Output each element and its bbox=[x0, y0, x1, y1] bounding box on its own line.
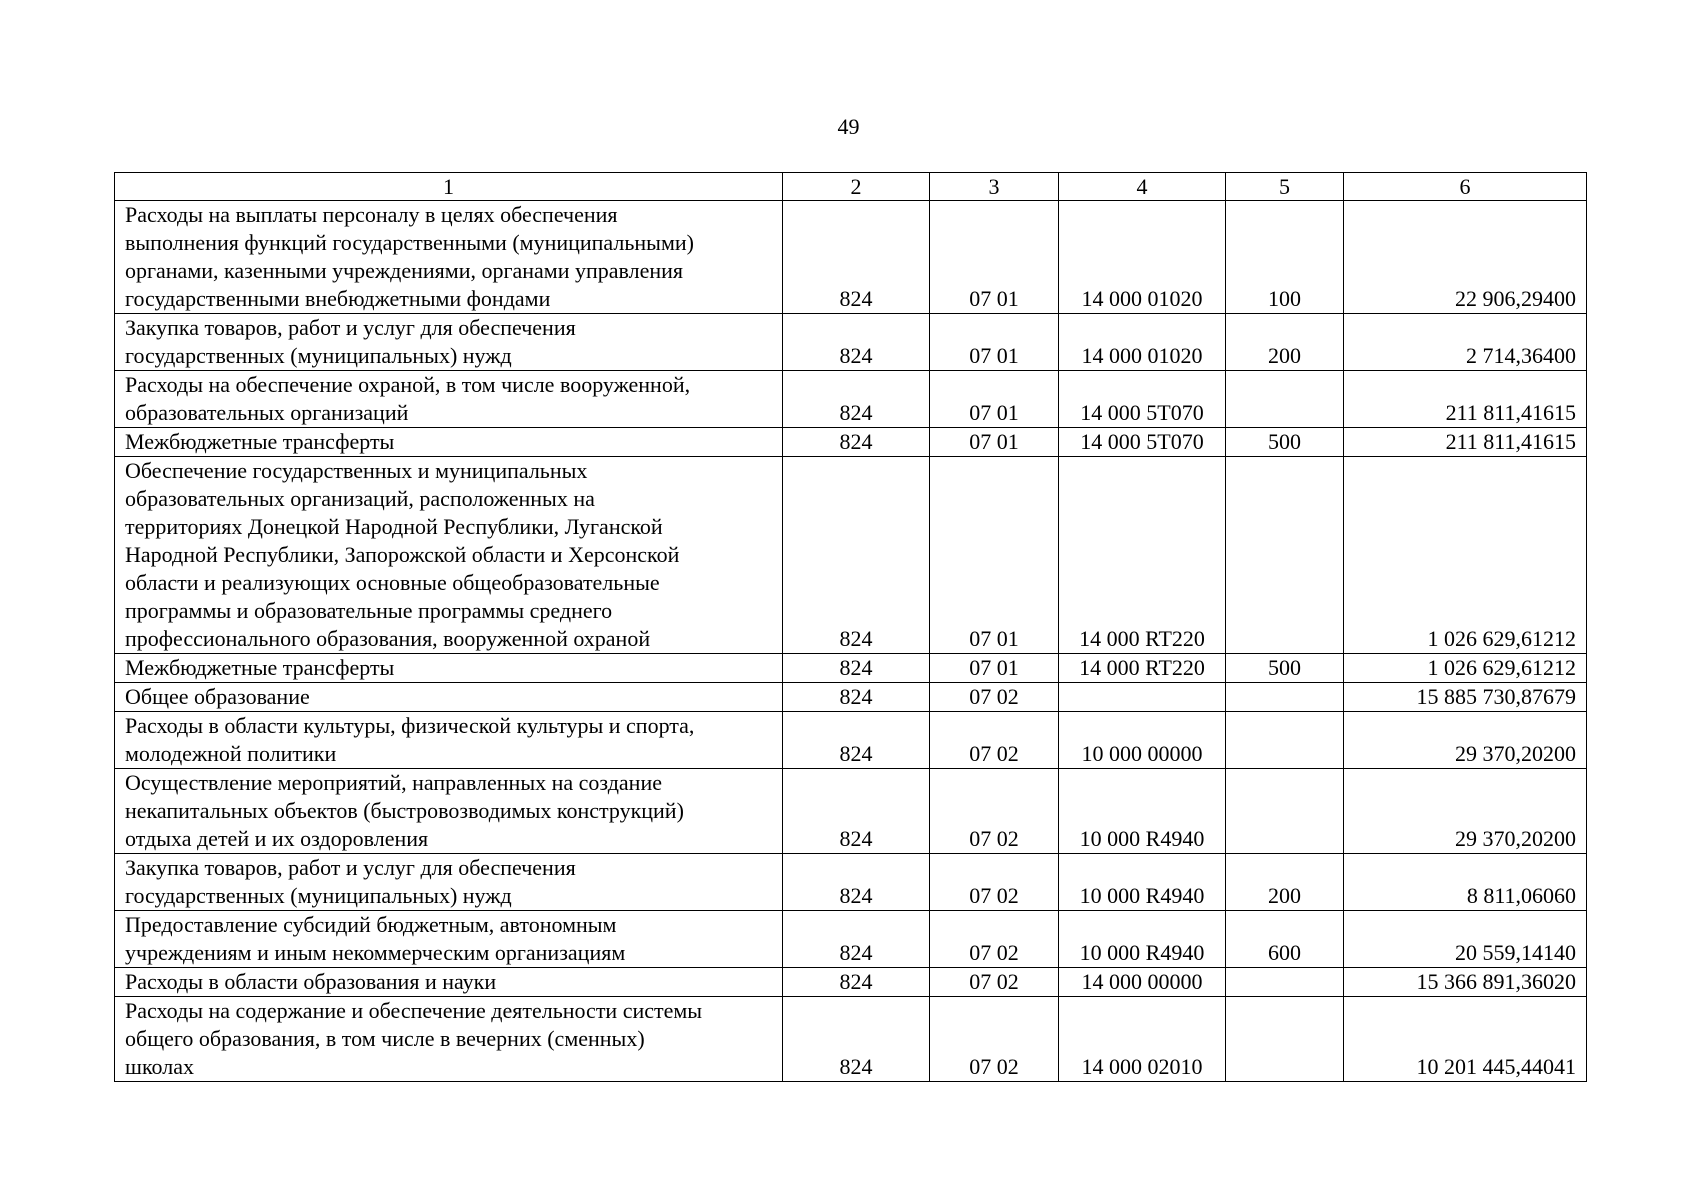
table-row bbox=[115, 457, 1587, 654]
expense-type-cell: 200 bbox=[1226, 854, 1344, 911]
expense-type-cell: 500 bbox=[1226, 654, 1344, 683]
expense-name-line: Расходы на выплаты персоналу в целях обеспечения bbox=[125, 202, 618, 227]
ministry-code-cell: 824 bbox=[783, 683, 930, 712]
expense-name-line: образовательных организаций, расположенных на bbox=[125, 486, 595, 511]
amount-cell: 15 885 730,87679 bbox=[1344, 683, 1587, 712]
expense-name-line: программы и образовательные программы среднего bbox=[125, 598, 613, 623]
amount-cell: 10 201 445,44041 bbox=[1344, 997, 1587, 1082]
column-header: 3 bbox=[930, 173, 1059, 201]
table-row bbox=[115, 654, 1587, 683]
expense-name-line: государственных (муниципальных) нужд bbox=[125, 883, 512, 908]
expense-name-cell bbox=[115, 371, 783, 428]
expense-name-line: Расходы в области образования и науки bbox=[125, 969, 497, 994]
expense-type-cell bbox=[1226, 371, 1344, 428]
expense-name-line: органами, казенными учреждениями, органами управления bbox=[125, 258, 684, 283]
ministry-code-cell: 824 bbox=[783, 428, 930, 457]
expense-name-line: Расходы на обеспечение охраной, в том числе вооруженной, bbox=[125, 372, 691, 397]
target-article-cell: 10 000 R4940 bbox=[1059, 911, 1226, 968]
expense-name-cell bbox=[115, 854, 783, 911]
expense-name-cell bbox=[115, 911, 783, 968]
ministry-code-cell: 824 bbox=[783, 371, 930, 428]
expense-type-cell: 100 bbox=[1226, 201, 1344, 314]
ministry-code-cell: 824 bbox=[783, 457, 930, 654]
target-article-cell: 10 000 R4940 bbox=[1059, 769, 1226, 854]
target-article-cell: 14 000 RT220 bbox=[1059, 457, 1226, 654]
table-row bbox=[115, 428, 1587, 457]
table-body bbox=[115, 201, 1587, 1082]
target-article-cell: 14 000 00000 bbox=[1059, 968, 1226, 997]
table-row bbox=[115, 712, 1587, 769]
target-article-cell: 14 000 01020 bbox=[1059, 314, 1226, 371]
column-header: 5 bbox=[1226, 173, 1344, 201]
amount-cell: 1 026 629,61212 bbox=[1344, 457, 1587, 654]
column-header: 1 bbox=[115, 173, 783, 201]
expense-name-line: профессионального образования, вооруженной охраной bbox=[125, 626, 651, 651]
section-code-cell: 07 01 bbox=[930, 654, 1059, 683]
table-row bbox=[115, 314, 1587, 371]
amount-cell: 1 026 629,61212 bbox=[1344, 654, 1587, 683]
expense-name-line: отдыха детей и их оздоровления bbox=[125, 826, 429, 851]
ministry-code-cell: 824 bbox=[783, 201, 930, 314]
expense-name-line: области и реализующих основные общеобразовательные bbox=[125, 570, 660, 595]
table-row bbox=[115, 911, 1587, 968]
ministry-code-cell: 824 bbox=[783, 769, 930, 854]
expense-type-cell bbox=[1226, 997, 1344, 1082]
target-article-cell: 10 000 00000 bbox=[1059, 712, 1226, 769]
target-article-cell: 14 000 01020 bbox=[1059, 201, 1226, 314]
expense-name-cell bbox=[115, 712, 783, 769]
column-header: 6 bbox=[1344, 173, 1587, 201]
table-row bbox=[115, 854, 1587, 911]
expense-name-cell bbox=[115, 968, 783, 997]
expense-name-cell bbox=[115, 997, 783, 1082]
ministry-code-cell: 824 bbox=[783, 911, 930, 968]
expense-name-line: Межбюджетные трансферты bbox=[125, 655, 395, 680]
amount-cell: 20 559,14140 bbox=[1344, 911, 1587, 968]
expense-name-line: Межбюджетные трансферты bbox=[125, 429, 395, 454]
section-code-cell: 07 02 bbox=[930, 769, 1059, 854]
expense-name-line: Общее образование bbox=[125, 684, 310, 709]
expense-type-cell bbox=[1226, 769, 1344, 854]
section-code-cell: 07 02 bbox=[930, 911, 1059, 968]
expense-type-cell bbox=[1226, 968, 1344, 997]
amount-cell: 2 714,36400 bbox=[1344, 314, 1587, 371]
ministry-code-cell: 824 bbox=[783, 314, 930, 371]
expense-name-cell bbox=[115, 769, 783, 854]
amount-cell: 211 811,41615 bbox=[1344, 371, 1587, 428]
target-article-cell bbox=[1059, 683, 1226, 712]
section-code-cell: 07 02 bbox=[930, 997, 1059, 1082]
expense-name-line: общего образования, в том числе в вечерних (сменных) bbox=[125, 1026, 645, 1051]
section-code-cell: 07 02 bbox=[930, 712, 1059, 769]
column-header: 2 bbox=[783, 173, 930, 201]
column-header: 4 bbox=[1059, 173, 1226, 201]
expense-name-line: Закупка товаров, работ и услуг для обеспечения bbox=[125, 855, 576, 880]
expense-name-line: образовательных организаций bbox=[125, 400, 409, 425]
target-article-cell: 14 000 5Т070 bbox=[1059, 371, 1226, 428]
amount-cell: 29 370,20200 bbox=[1344, 712, 1587, 769]
expense-name-line: Осуществление мероприятий, направленных на создание bbox=[125, 770, 662, 795]
amount-cell: 8 811,06060 bbox=[1344, 854, 1587, 911]
expense-name-cell bbox=[115, 683, 783, 712]
expense-name-line: государственными внебюджетными фондами bbox=[125, 286, 551, 311]
target-article-cell: 14 000 02010 bbox=[1059, 997, 1226, 1082]
target-article-cell: 10 000 R4940 bbox=[1059, 854, 1226, 911]
table-row bbox=[115, 371, 1587, 428]
header-row bbox=[115, 173, 1587, 201]
expense-name-cell bbox=[115, 457, 783, 654]
page-number: 49 bbox=[837, 114, 860, 139]
amount-cell: 22 906,29400 bbox=[1344, 201, 1587, 314]
expense-type-cell bbox=[1226, 683, 1344, 712]
section-code-cell: 07 01 bbox=[930, 371, 1059, 428]
expense-name-line: учреждениям и иным некоммерческим организациям bbox=[125, 940, 626, 965]
expense-name-line: территориях Донецкой Народной Республики, Луганской bbox=[125, 514, 663, 539]
ministry-code-cell: 824 bbox=[783, 654, 930, 683]
budget-table bbox=[114, 172, 1587, 1082]
section-code-cell: 07 01 bbox=[930, 457, 1059, 654]
amount-cell: 29 370,20200 bbox=[1344, 769, 1587, 854]
expense-name-cell bbox=[115, 428, 783, 457]
section-code-cell: 07 01 bbox=[930, 201, 1059, 314]
expense-name-line: Предоставление субсидий бюджетным, автономным bbox=[125, 912, 617, 937]
table-row bbox=[115, 769, 1587, 854]
expense-name-line: молодежной политики bbox=[125, 741, 337, 766]
ministry-code-cell: 824 bbox=[783, 997, 930, 1082]
amount-cell: 15 366 891,36020 bbox=[1344, 968, 1587, 997]
section-code-cell: 07 01 bbox=[930, 428, 1059, 457]
table-row bbox=[115, 683, 1587, 712]
ministry-code-cell: 824 bbox=[783, 968, 930, 997]
ministry-code-cell: 824 bbox=[783, 712, 930, 769]
expense-name-line: Обеспечение государственных и муниципальных bbox=[125, 458, 588, 483]
expense-name-cell bbox=[115, 201, 783, 314]
amount-cell: 211 811,41615 bbox=[1344, 428, 1587, 457]
section-code-cell: 07 02 bbox=[930, 683, 1059, 712]
expense-name-line: выполнения функций государственными (муниципальными) bbox=[125, 230, 694, 255]
expense-type-cell bbox=[1226, 712, 1344, 769]
expense-type-cell bbox=[1226, 457, 1344, 654]
expense-name-line: государственных (муниципальных) нужд bbox=[125, 343, 512, 368]
table-row bbox=[115, 968, 1587, 997]
ministry-code-cell: 824 bbox=[783, 854, 930, 911]
expense-name-line: школах bbox=[125, 1054, 194, 1079]
table-row bbox=[115, 201, 1587, 314]
expense-name-line: Народной Республики, Запорожской области и Херсонской bbox=[125, 542, 680, 567]
expense-type-cell: 600 bbox=[1226, 911, 1344, 968]
expense-name-line: Расходы на содержание и обеспечение деятельности системы bbox=[125, 998, 703, 1023]
expense-name-cell bbox=[115, 314, 783, 371]
expense-name-line: Закупка товаров, работ и услуг для обеспечения bbox=[125, 315, 576, 340]
target-article-cell: 14 000 RT220 bbox=[1059, 654, 1226, 683]
expense-name-line: некапитальных объектов (быстровозводимых конструкций) bbox=[125, 798, 684, 823]
table-row bbox=[115, 997, 1587, 1082]
section-code-cell: 07 01 bbox=[930, 314, 1059, 371]
expense-name-line: Расходы в области культуры, физической культуры и спорта, bbox=[125, 713, 695, 738]
expense-type-cell: 500 bbox=[1226, 428, 1344, 457]
section-code-cell: 07 02 bbox=[930, 968, 1059, 997]
target-article-cell: 14 000 5Т070 bbox=[1059, 428, 1226, 457]
expense-name-cell bbox=[115, 654, 783, 683]
expense-type-cell: 200 bbox=[1226, 314, 1344, 371]
section-code-cell: 07 02 bbox=[930, 854, 1059, 911]
